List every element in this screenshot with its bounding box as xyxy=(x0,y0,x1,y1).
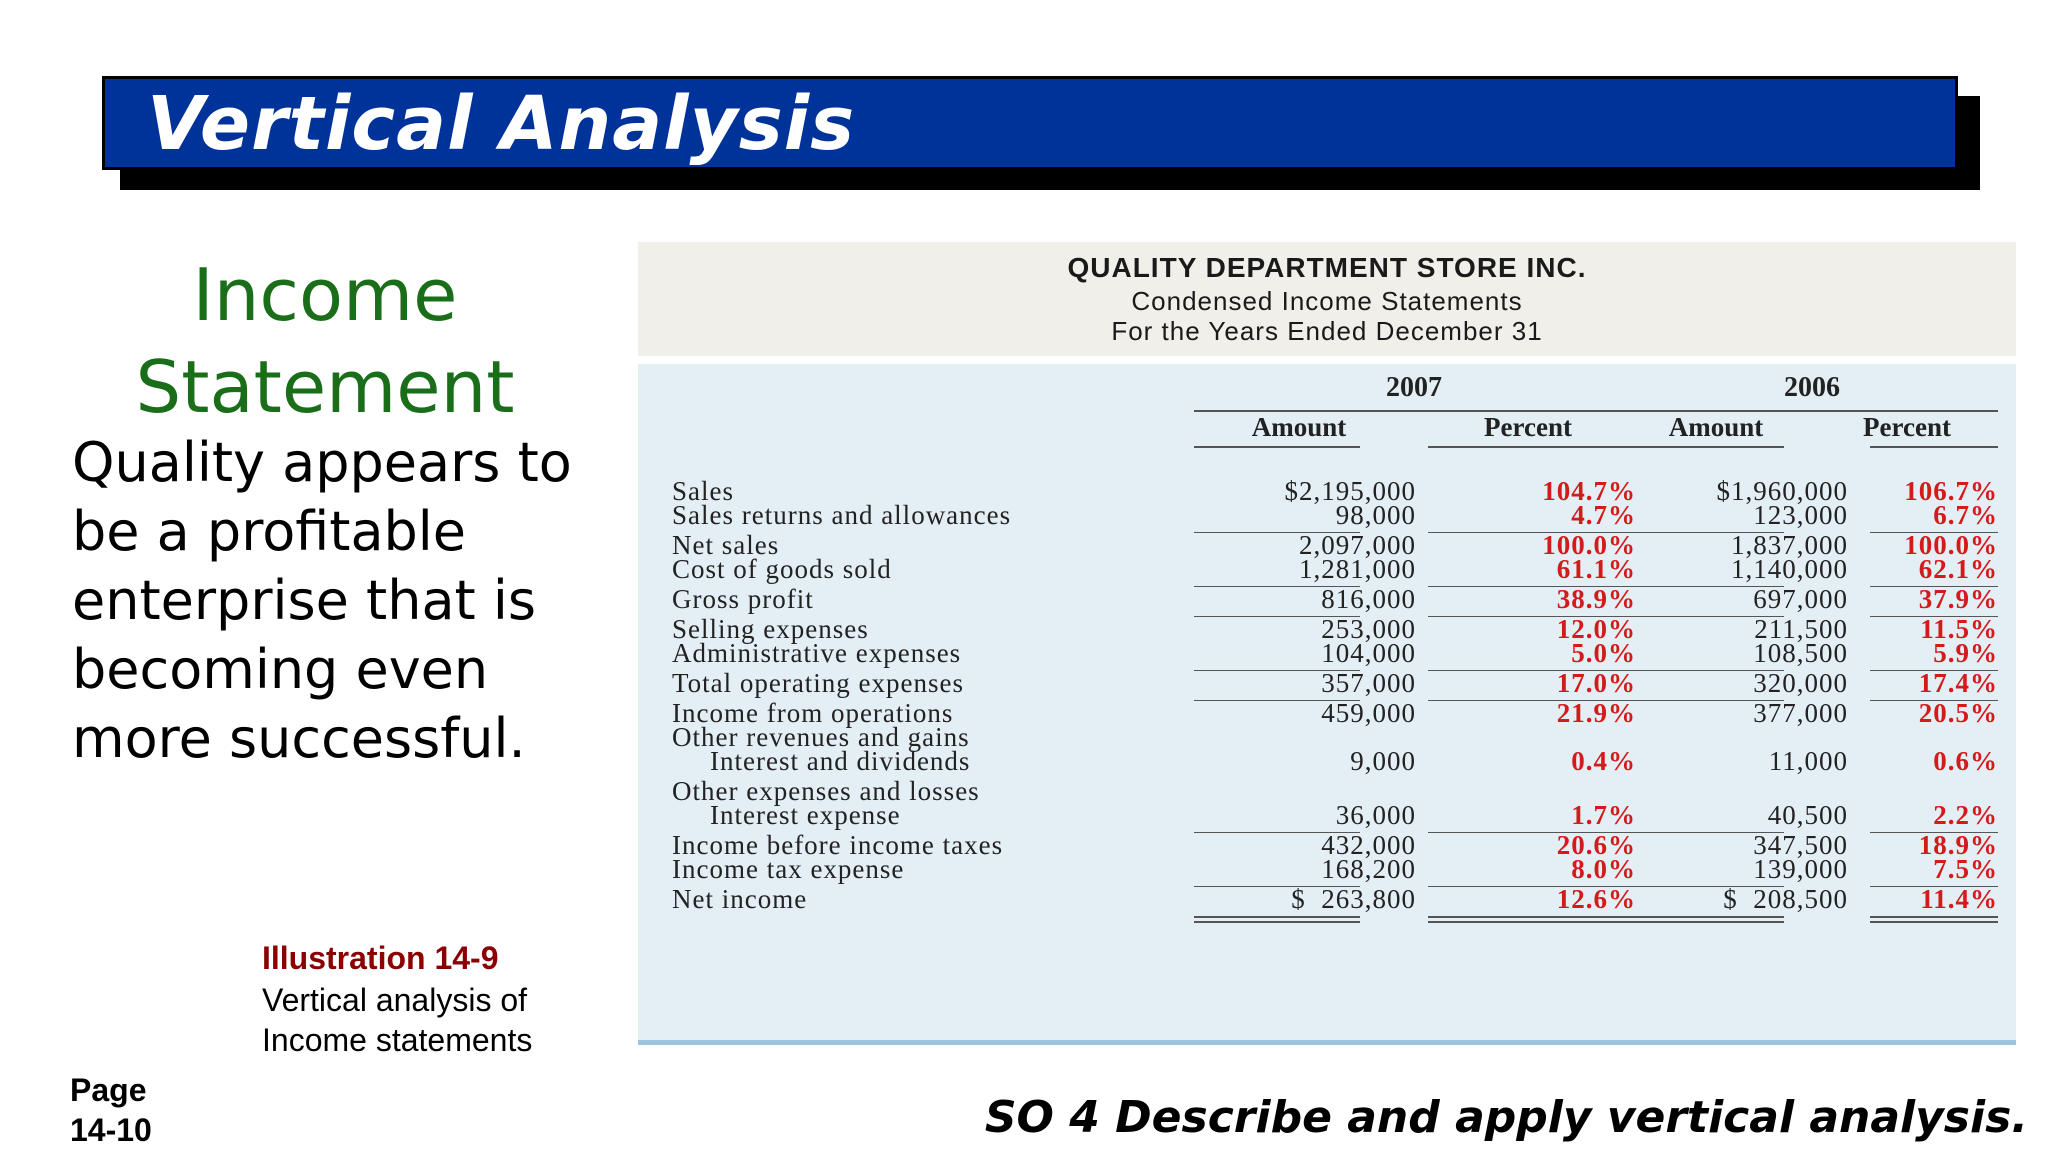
amount-2007: 253,000 xyxy=(1321,614,1416,644)
percent-2006: 18.9% xyxy=(1918,830,1998,860)
percent-2006: 7.5% xyxy=(1933,854,1998,884)
statement-header xyxy=(638,242,2016,356)
row-label: Other expenses and losses xyxy=(672,776,980,806)
percent-2007: 4.7% xyxy=(1571,500,1636,530)
subtitle-line-1: Income xyxy=(192,253,458,337)
row-label: Income from operations xyxy=(672,698,954,728)
percent-2007: 1.7% xyxy=(1571,800,1636,830)
rule-percent-2007 xyxy=(1428,446,1634,448)
amount-2007: 2,097,000 xyxy=(1299,530,1416,560)
amount-2007: 459,000 xyxy=(1321,698,1416,728)
statement-row xyxy=(638,668,2016,698)
statement-row xyxy=(638,584,2016,614)
illustration-caption-1: Vertical analysis of xyxy=(262,982,528,1018)
amount-2007: 816,000 xyxy=(1321,584,1416,614)
percent-2007: 61.1% xyxy=(1556,554,1636,584)
amount-2006: 123,000 xyxy=(1753,500,1848,530)
percent-2007: 21.9% xyxy=(1556,698,1636,728)
percent-2006: 5.9% xyxy=(1933,638,1998,668)
row-label: Sales returns and allowances xyxy=(672,500,1012,530)
percent-2006: 0.6% xyxy=(1933,746,1998,776)
amount-2007: 98,000 xyxy=(1335,500,1416,530)
percent-2007: 20.6% xyxy=(1556,830,1636,860)
row-label: Total operating expenses xyxy=(672,668,965,698)
percent-2006: 20.5% xyxy=(1918,698,1998,728)
percent-2006: 2.2% xyxy=(1933,800,1998,830)
amount-2007: 168,200 xyxy=(1321,854,1416,884)
amount-2007: 357,000 xyxy=(1321,668,1416,698)
amount-2007: 104,000 xyxy=(1321,638,1416,668)
percent-2007: 100.0% xyxy=(1542,530,1636,560)
percent-2006: 6.7% xyxy=(1933,500,1998,530)
percent-2007: 12.6% xyxy=(1556,884,1636,914)
amount-2006: 1,140,000 xyxy=(1731,554,1848,584)
row-label: Net income xyxy=(672,884,808,914)
amount-2006: 697,000 xyxy=(1753,584,1848,614)
row-label: Interest and dividends xyxy=(710,746,971,776)
amount-2007: $ 263,800 xyxy=(1291,884,1416,914)
amount-2007: 36,000 xyxy=(1335,800,1416,830)
amount-2006: 320,000 xyxy=(1753,668,1848,698)
total-double-rule xyxy=(1194,921,1360,923)
income-statement-panel xyxy=(638,242,2016,1042)
statement-row xyxy=(638,854,2016,884)
row-label: Sales xyxy=(672,476,734,506)
slide-title: Vertical Analysis xyxy=(147,81,856,167)
row-label: Net sales xyxy=(672,530,780,560)
amount-2006: 108,500 xyxy=(1753,638,1848,668)
amount-2007: $2,195,000 xyxy=(1284,476,1416,506)
amount-2006: 1,837,000 xyxy=(1731,530,1848,560)
statement-body xyxy=(638,364,2016,1045)
rule-amount-2007 xyxy=(1194,446,1360,448)
amount-2006: 347,500 xyxy=(1753,830,1848,860)
col-percent-2006: Percent xyxy=(1863,412,1951,442)
total-double-rule xyxy=(1870,921,1998,923)
title-banner xyxy=(102,76,1958,170)
illustration-caption-2: Income statements xyxy=(262,1022,533,1058)
row-label: Selling expenses xyxy=(672,614,869,644)
statement-row xyxy=(638,884,2016,914)
col-amount-2007: Amount xyxy=(1251,412,1347,442)
statement-subtitle: Condensed Income Statements xyxy=(1131,286,1523,316)
amount-2006: 40,500 xyxy=(1767,800,1848,830)
percent-2006: 11.5% xyxy=(1920,614,1998,644)
amount-2006: 377,000 xyxy=(1753,698,1848,728)
percent-2007: 17.0% xyxy=(1556,668,1636,698)
study-objective: SO 4 Describe and apply vertical analysis. xyxy=(984,1092,2028,1143)
statement-row xyxy=(638,746,2016,776)
percent-2007: 0.4% xyxy=(1571,746,1636,776)
col-amount-2006: Amount xyxy=(1668,412,1764,442)
percent-2007: 104.7% xyxy=(1542,476,1636,506)
statement-row xyxy=(638,638,2016,668)
row-label: Cost of goods sold xyxy=(672,554,892,584)
row-label: Other revenues and gains xyxy=(672,722,970,752)
amount-2007: 1,281,000 xyxy=(1299,554,1416,584)
amount-2007: 432,000 xyxy=(1321,830,1416,860)
amount-2006: $1,960,000 xyxy=(1716,476,1848,506)
percent-2007: 12.0% xyxy=(1556,614,1636,644)
amount-2006: 11,000 xyxy=(1768,746,1848,776)
amount-2006: 211,500 xyxy=(1754,614,1848,644)
statement-row xyxy=(638,800,2016,830)
total-double-rule xyxy=(1626,921,1784,923)
percent-2006: 11.4% xyxy=(1920,884,1998,914)
page-label: Page xyxy=(70,1072,147,1108)
statement-row xyxy=(638,500,2016,530)
subtitle-line-2: Statement xyxy=(135,345,515,429)
rule-percent-2006 xyxy=(1870,446,1998,448)
amount-2006: $ 208,500 xyxy=(1723,884,1848,914)
illustration-title: Illustration 14-9 xyxy=(262,940,499,976)
year-2006-header: 2006 xyxy=(1784,372,1840,403)
statement-row xyxy=(638,554,2016,584)
row-label: Gross profit xyxy=(672,584,814,614)
row-label: Income tax expense xyxy=(672,854,905,884)
percent-2006: 106.7% xyxy=(1904,476,1998,506)
total-double-rule xyxy=(1194,916,1360,918)
amount-2006: 139,000 xyxy=(1753,854,1848,884)
total-double-rule xyxy=(1626,916,1784,918)
percent-2006: 100.0% xyxy=(1904,530,1998,560)
col-percent-2007: Percent xyxy=(1484,412,1572,442)
percent-2007: 38.9% xyxy=(1556,584,1636,614)
percent-2007: 8.0% xyxy=(1571,854,1636,884)
company-name: QUALITY DEPARTMENT STORE INC. xyxy=(1067,252,1587,283)
total-double-rule xyxy=(1870,916,1998,918)
total-double-rule xyxy=(1428,921,1634,923)
percent-2007: 5.0% xyxy=(1571,638,1636,668)
year-2007-header: 2007 xyxy=(1386,372,1442,403)
total-double-rule xyxy=(1428,916,1634,918)
body-text: Quality appears to be a profitable enterprise that is becoming even more successful. xyxy=(72,431,572,770)
percent-2006: 17.4% xyxy=(1918,668,1998,698)
statement-period: For the Years Ended December 31 xyxy=(1111,316,1543,346)
percent-2006: 37.9% xyxy=(1918,584,1998,614)
row-label: Income before income taxes xyxy=(672,830,1004,860)
row-label: Interest expense xyxy=(710,800,901,830)
rule-amount-2006 xyxy=(1626,446,1784,448)
row-label: Administrative expenses xyxy=(672,638,962,668)
amount-2007: 9,000 xyxy=(1350,746,1416,776)
page-number: 14-10 xyxy=(70,1112,152,1148)
percent-2006: 62.1% xyxy=(1918,554,1998,584)
